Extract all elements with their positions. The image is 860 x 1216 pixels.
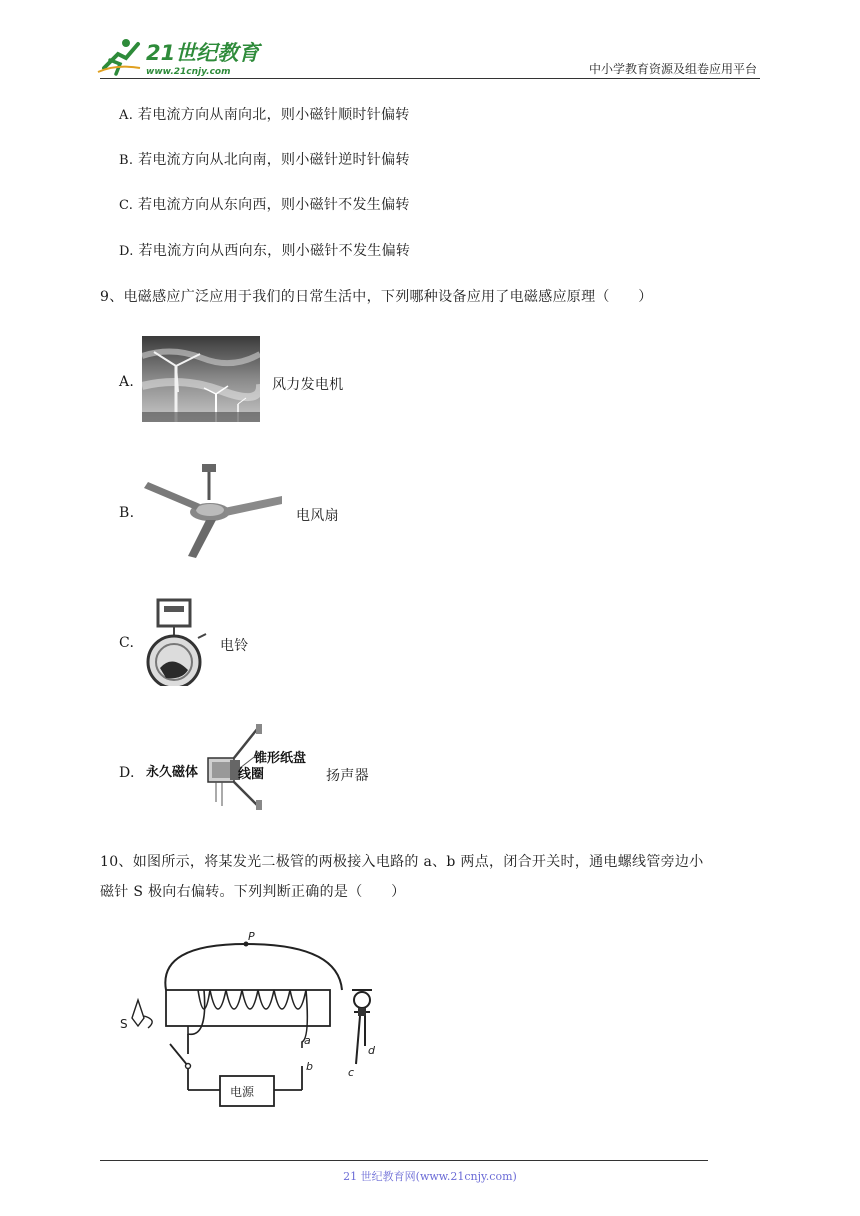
speaker-diagram: [146, 722, 316, 812]
q9-option-d-letter[interactable]: D.: [119, 765, 135, 781]
label-cone: 锥形纸盘: [254, 751, 307, 766]
option-text: 若电流方向从西向东，则小磁针不发生偏转: [138, 243, 411, 259]
option-letter: B.: [119, 153, 134, 168]
q10-stem-line2: 磁针 S 极向右偏转。下列判断正确的是（ ）: [100, 884, 406, 900]
wind-turbine-photo: [142, 336, 260, 422]
label-s: S: [120, 1017, 128, 1031]
option-text: 若电流方向从东向西，则小磁针不发生偏转: [137, 197, 410, 213]
q9-option-a-text: 风力发电机: [272, 377, 344, 393]
site-logo: [96, 34, 266, 78]
label-a: a: [304, 1034, 311, 1047]
q8-option-c[interactable]: [119, 194, 410, 214]
option-letter: D.: [119, 244, 134, 259]
q9-option-a-letter[interactable]: A.: [119, 374, 135, 390]
logo-title: 21世纪教育: [146, 41, 260, 65]
label-d: d: [368, 1044, 375, 1057]
option-letter: A.: [119, 108, 134, 123]
label-power: 电源: [230, 1085, 255, 1099]
label-b: b: [306, 1060, 313, 1073]
q8-option-a[interactable]: [119, 104, 410, 124]
label-magnet: 永久磁体: [146, 765, 199, 780]
q8-option-d[interactable]: [119, 240, 410, 260]
q9-option-b-text: 电风扇: [296, 508, 339, 524]
ceiling-fan-photo: [144, 462, 284, 558]
label-c: c: [348, 1066, 355, 1079]
footer-divider: [100, 1160, 708, 1161]
logo-url: www.21cnjy.com: [146, 67, 231, 77]
header-tagline: 中小学教育资源及组卷应用平台: [588, 62, 757, 76]
option-text: 若电流方向从北向南，则小磁针逆时针偏转: [138, 152, 410, 168]
q8-option-b[interactable]: [119, 149, 410, 169]
q9-option-c-letter[interactable]: C.: [119, 635, 135, 651]
label-coil: 线圈: [238, 767, 265, 782]
footer-text[interactable]: 21 世纪教育网(www.21cnjy.com): [343, 1170, 517, 1183]
electric-bell-photo: [142, 598, 210, 686]
solenoid-circuit-diagram: [118, 930, 398, 1116]
option-text: 若电流方向从南向北，则小磁针顺时针偏转: [137, 107, 410, 123]
q9-option-b-letter[interactable]: B.: [119, 505, 135, 521]
option-letter: C.: [119, 198, 134, 213]
q10-stem-line1: 10、如图所示，将某发光二极管的两极接入电路的 a、b 两点，闭合开关时，通电螺线管旁边小: [100, 854, 704, 870]
header-divider: [100, 78, 760, 79]
q9-stem: 9、电磁感应广泛应用于我们的日常生活中，下列哪种设备应用了电磁感应原理（ ）: [100, 289, 653, 305]
q9-option-d-text: 扬声器: [326, 768, 369, 784]
q9-option-c-text: 电铃: [220, 638, 249, 654]
label-p: P: [248, 930, 255, 943]
